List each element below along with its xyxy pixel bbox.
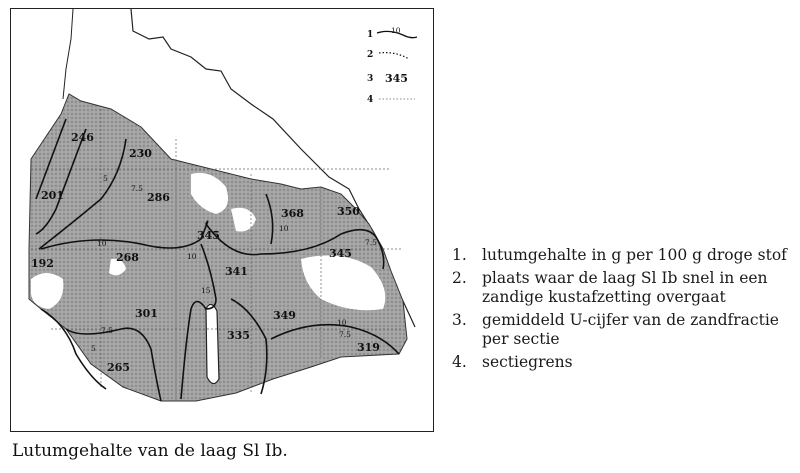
section-value: 335 <box>227 329 250 342</box>
svg-text:3: 3 <box>367 74 374 84</box>
map-svg <box>11 9 435 433</box>
section-value: 201 <box>41 189 64 202</box>
figure-caption: Lutumgehalte van de laag Sl Ib. <box>12 441 288 461</box>
legend-number: 1. <box>452 246 467 264</box>
isoline-label: 7.5 <box>365 238 377 247</box>
isoline-label: 10 <box>337 318 347 327</box>
coastline-north <box>63 9 73 99</box>
inset-legend <box>367 26 417 105</box>
section-value: 268 <box>116 251 139 264</box>
svg-text:2: 2 <box>367 50 374 60</box>
legend-text: plaats waar de laag Sl Ib snel in een zandige kustafzetting overgaat <box>482 269 768 306</box>
section-value: 265 <box>107 361 130 374</box>
section-value: 350 <box>337 205 360 218</box>
legend-text: lutumgehalte in g per 100 g droge stof <box>482 246 787 264</box>
legend-item <box>452 353 792 372</box>
isoline-label: 7.5 <box>131 184 143 193</box>
legend-text: sectiegrens <box>482 353 573 371</box>
map-legend <box>452 246 792 376</box>
isoline-label: 5 <box>103 174 108 183</box>
section-value: 349 <box>273 309 296 322</box>
section-value: 301 <box>135 307 158 320</box>
legend-number: 2. <box>452 269 467 287</box>
isoline-label: 7.5 <box>101 326 113 335</box>
isoline-label: 15 <box>201 286 211 295</box>
isoline-label: 10 <box>279 224 289 233</box>
white-patch <box>206 304 219 383</box>
svg-text:10: 10 <box>391 26 401 35</box>
section-value: 319 <box>357 341 380 354</box>
isoline-label: 10 <box>97 239 107 248</box>
legend-text: gemiddeld U-cijfer van de zandfractie per sectie <box>482 311 779 348</box>
svg-text:1: 1 <box>367 30 374 40</box>
legend-number: 4. <box>452 353 467 371</box>
section-value: 286 <box>147 191 170 204</box>
svg-text:345: 345 <box>385 72 408 85</box>
section-value: 345 <box>197 229 220 242</box>
legend-item <box>452 311 792 349</box>
isoline-label: 10 <box>187 252 197 261</box>
section-value: 192 <box>31 257 54 270</box>
map-frame <box>10 8 434 432</box>
section-value: 230 <box>129 147 152 160</box>
legend-number: 3. <box>452 311 467 329</box>
svg-text:4: 4 <box>367 95 374 105</box>
section-value: 368 <box>281 207 304 220</box>
isoline-label: 5 <box>91 344 96 353</box>
section-value: 246 <box>71 131 94 144</box>
legend-item <box>452 269 792 307</box>
isoline-label: 7.5 <box>339 330 351 339</box>
section-value: 341 <box>225 265 248 278</box>
legend-item <box>452 246 792 265</box>
section-value: 345 <box>329 247 352 260</box>
